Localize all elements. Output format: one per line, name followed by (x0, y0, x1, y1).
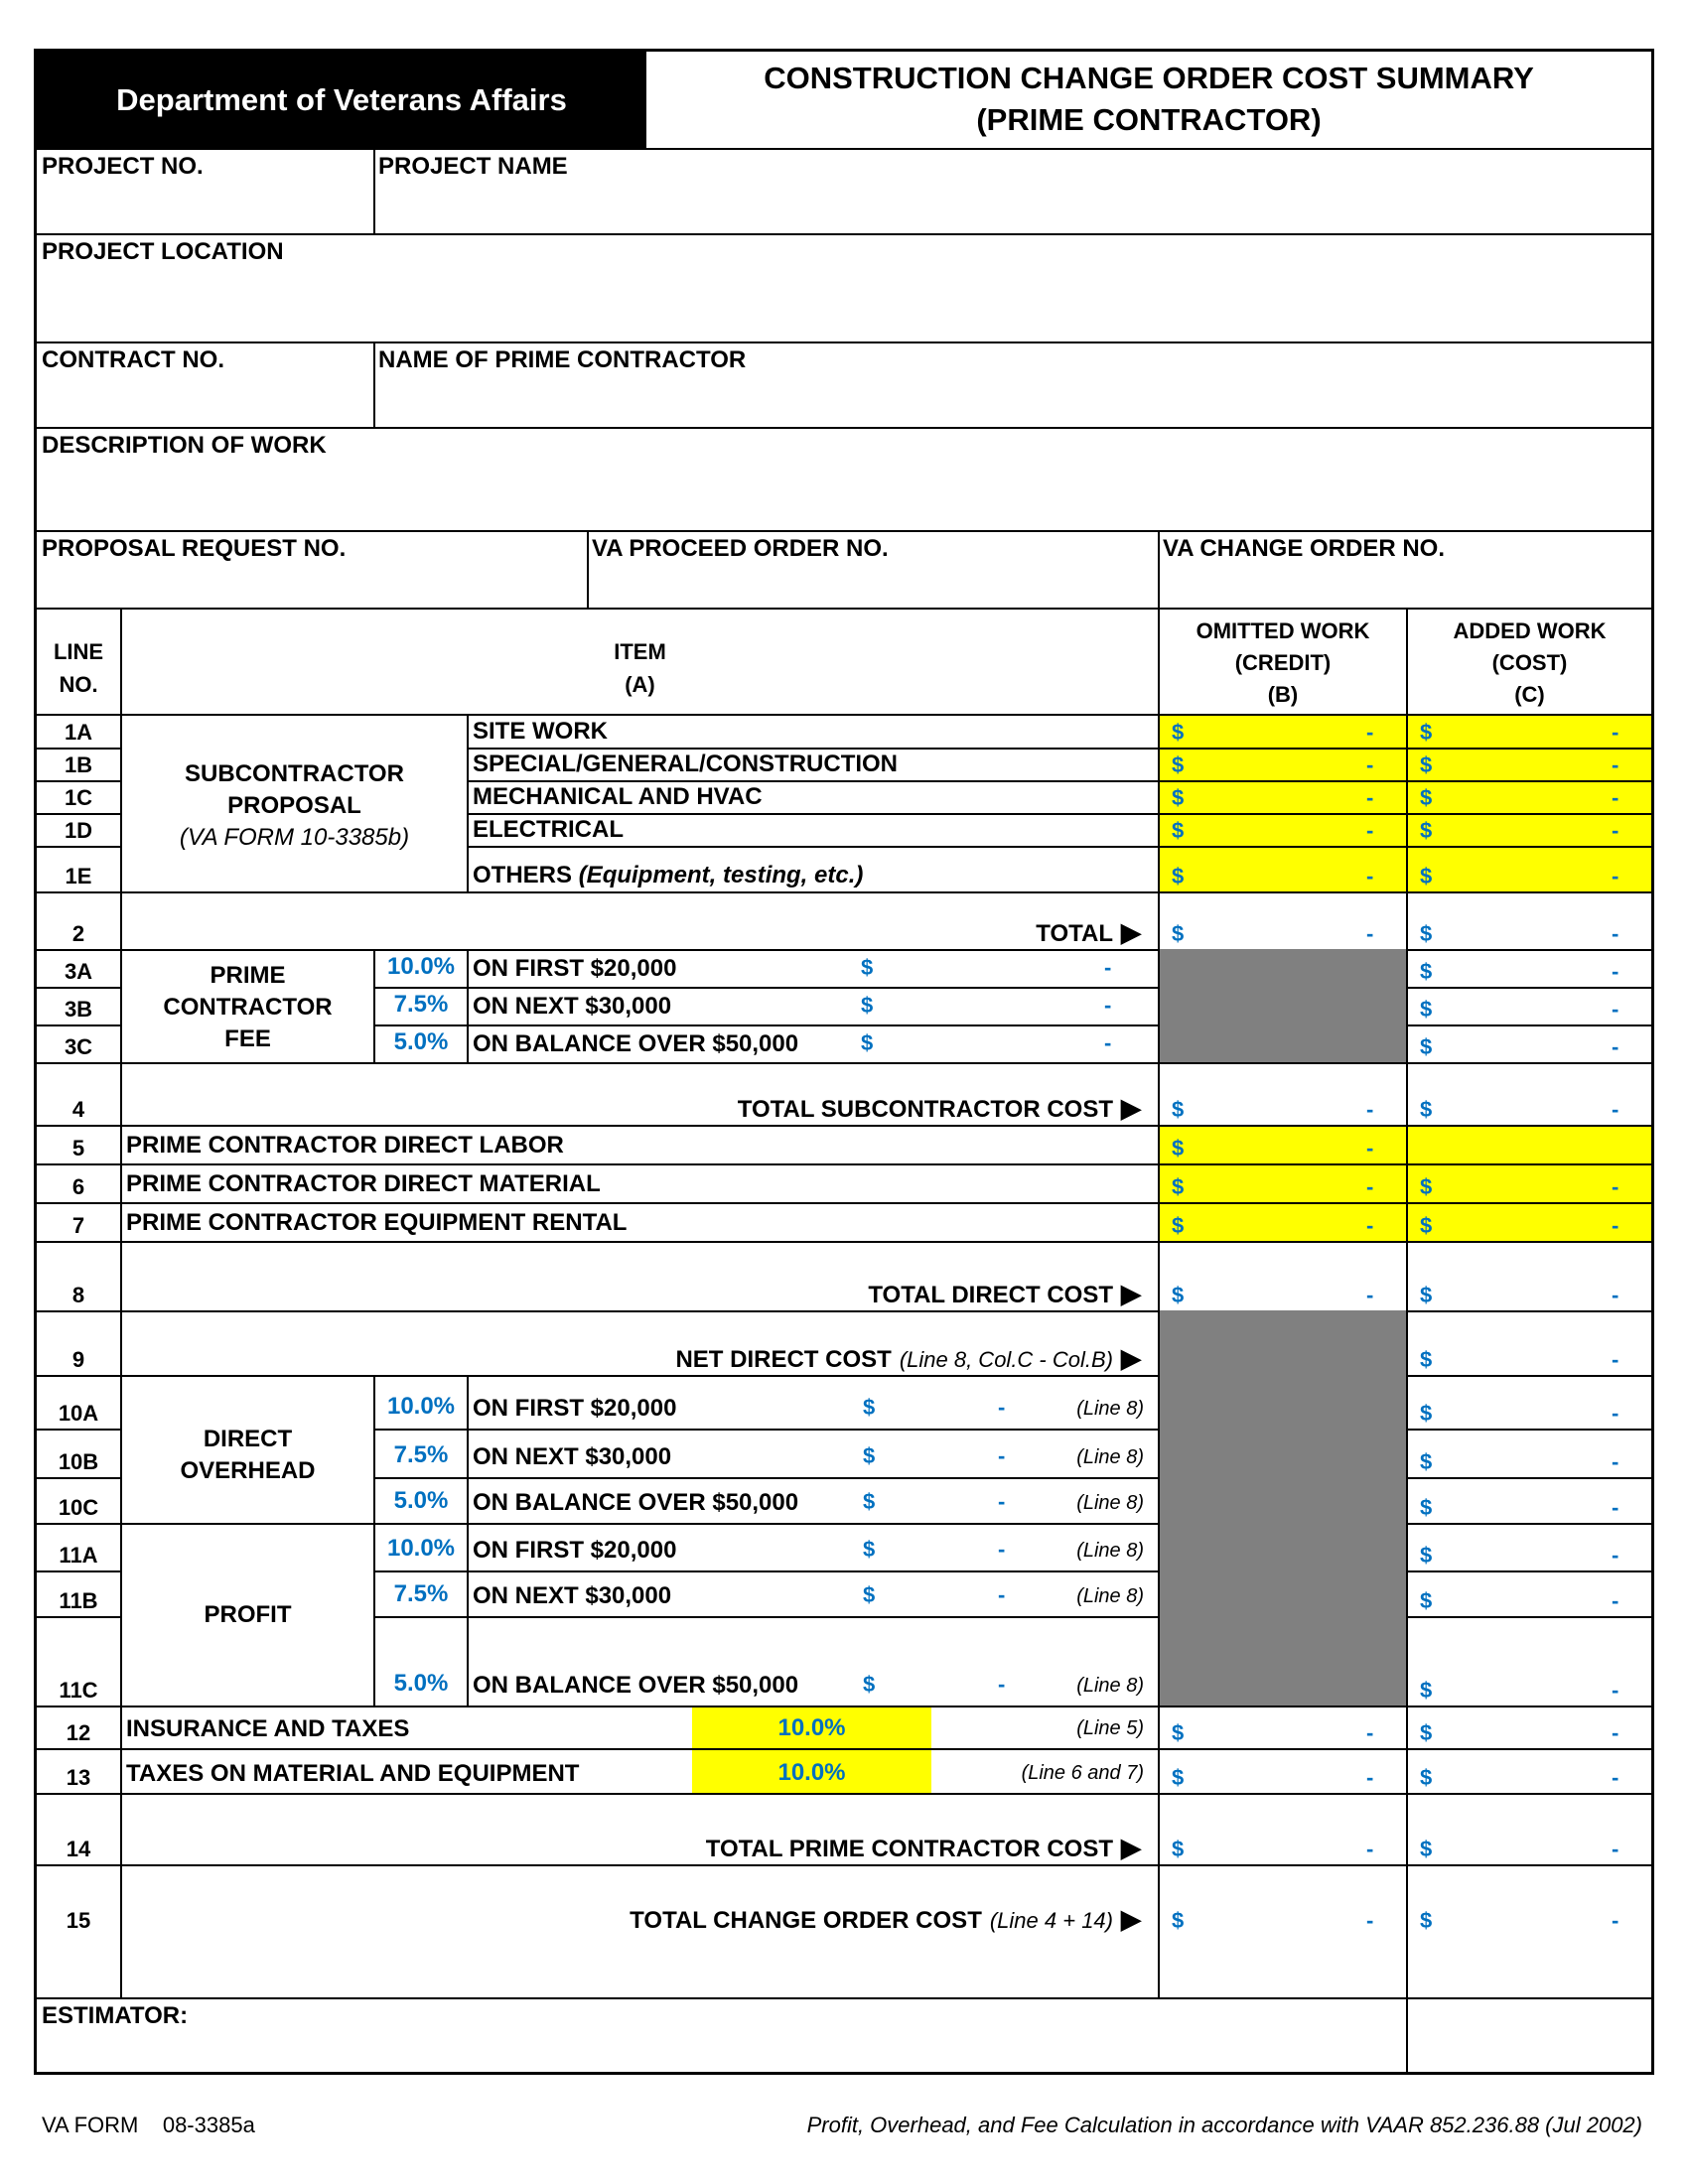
row-divider (37, 1062, 1651, 1064)
row-divider (37, 1024, 120, 1026)
total-change-order-label-note: (Line 4 + 14) (989, 1908, 1113, 1933)
overhead-omitted-10A-shaded (1160, 1375, 1406, 1429)
omitted-7-currency[interactable]: $ (1172, 1213, 1185, 1238)
line-no-15: 15 (66, 1908, 91, 1933)
group-label: SUBCONTRACTOR (185, 760, 404, 787)
omitted-1E-value[interactable]: - (1366, 864, 1374, 888)
omitted-1C-value[interactable]: - (1366, 785, 1374, 810)
row-divider (467, 748, 1651, 750)
net-direct-label (675, 1343, 1141, 1374)
omitted-1D-currency[interactable]: $ (1172, 818, 1185, 843)
fee-currency-3B[interactable]: $ (861, 993, 874, 1018)
item-note: (Equipment, testing, etc.) (578, 862, 864, 888)
added-1B-value[interactable]: - (1612, 752, 1619, 777)
row-divider (373, 1477, 1651, 1479)
description-field[interactable]: DESCRIPTION OF WORK (42, 432, 327, 459)
row-divider (37, 891, 1651, 893)
total-subcontractor-label-text: TOTAL SUBCONTRACTOR COST (737, 1096, 1113, 1123)
overhead-currency-10B[interactable]: $ (863, 1443, 876, 1468)
fee-value-3A[interactable]: - (1104, 955, 1112, 980)
group-label: PROPOSAL (227, 792, 361, 819)
profit-group: PROFIT (204, 1601, 292, 1628)
item-label: OTHERS (473, 862, 573, 888)
overhead-item-10A: ON FIRST $20,000 (473, 1395, 677, 1422)
form-id: VA FORM 08-3385a (42, 2113, 255, 2137)
omitted-5-value[interactable]: - (1366, 1136, 1374, 1160)
tax-item-12: INSURANCE AND TAXES (126, 1715, 410, 1742)
profit-omitted-11B-shaded (1160, 1570, 1406, 1616)
column-divider (467, 949, 469, 1062)
overhead-added-10A-currency[interactable]: $ (1420, 1401, 1433, 1426)
added-7-value[interactable]: - (1612, 1213, 1619, 1238)
omitted-14-currency[interactable]: $ (1172, 1837, 1185, 1861)
group-label: PRIME (210, 962, 286, 989)
item-label: MECHANICAL AND HVAC (473, 783, 763, 810)
overhead-value-10B[interactable]: - (998, 1443, 1006, 1468)
fee-currency-3A[interactable]: $ (861, 955, 874, 980)
added-12-value[interactable]: - (1612, 1720, 1619, 1745)
fee-currency-3C[interactable]: $ (861, 1030, 874, 1055)
tax-pct-12[interactable]: 10.0% (777, 1714, 846, 1741)
group-label: FEE (224, 1025, 271, 1052)
total-direct-label (868, 1279, 1141, 1309)
line-no-3C: 3C (64, 1034, 93, 1059)
row-divider (37, 1864, 1651, 1866)
omitted-1D-value[interactable]: - (1366, 818, 1374, 843)
added-work-header: ADDED WORK (COST) (C) (1453, 618, 1607, 707)
added-3C-currency[interactable]: $ (1420, 1034, 1433, 1059)
overhead-currency-10A[interactable]: $ (863, 1395, 876, 1420)
row-divider (37, 949, 1651, 951)
column-divider (467, 714, 469, 891)
added-3B-currency[interactable]: $ (1420, 997, 1433, 1022)
direct-item-6: PRIME CONTRACTOR DIRECT MATERIAL (126, 1170, 601, 1197)
profit-currency-11C[interactable]: $ (863, 1672, 876, 1697)
row-divider (37, 1793, 1651, 1795)
row-divider (373, 987, 1651, 989)
item-header: ITEM (A) (614, 639, 666, 697)
net-direct-label-text: NET DIRECT COST (675, 1346, 892, 1373)
added-2-currency[interactable]: $ (1420, 921, 1433, 946)
arrow-icon: ▶ (1121, 1343, 1141, 1373)
row-divider (37, 1310, 1651, 1312)
direct-item-5: PRIME CONTRACTOR DIRECT LABOR (126, 1132, 564, 1159)
profit-omitted-11C-shaded (1160, 1616, 1406, 1706)
added-14-currency[interactable]: $ (1420, 1837, 1433, 1861)
line-no-7: 7 (71, 1213, 85, 1238)
overhead-item-10C: ON BALANCE OVER $50,000 (473, 1489, 799, 1516)
added-1B-currency[interactable]: $ (1420, 752, 1433, 777)
subcontractor-proposal-group (122, 758, 467, 854)
line-no-13: 13 (66, 1765, 91, 1790)
total-prime-label-text: TOTAL PRIME CONTRACTOR COST (705, 1836, 1113, 1862)
form-title (646, 58, 1651, 141)
overhead-value-10A[interactable]: - (998, 1395, 1006, 1420)
line-no-1A: 1A (64, 720, 93, 745)
total-change-order-label (630, 1904, 1141, 1935)
item-1C (473, 783, 763, 811)
added-9-value[interactable]: - (1612, 1347, 1619, 1372)
omitted-1B-currency[interactable]: $ (1172, 752, 1185, 777)
row-divider (37, 846, 120, 848)
net-direct-label-note: (Line 8, Col.C - Col.B) (899, 1347, 1113, 1372)
row-divider (37, 1570, 120, 1572)
omitted-5-currency[interactable]: $ (1172, 1136, 1185, 1160)
item-1A (473, 718, 608, 746)
total-direct-label-text: TOTAL DIRECT COST (868, 1282, 1113, 1308)
omitted-8-currency[interactable]: $ (1172, 1283, 1185, 1307)
total-subcontractor-label (738, 1093, 1141, 1124)
profit-pct-11C[interactable]: 5.0% (393, 1670, 449, 1697)
total-label (1036, 917, 1141, 948)
overhead-added-10B-value[interactable]: - (1612, 1449, 1619, 1474)
profit-currency-11A[interactable]: $ (863, 1537, 876, 1562)
item-1B (473, 751, 898, 778)
added-2-value[interactable]: - (1612, 921, 1619, 946)
row-divider (37, 1616, 120, 1618)
total-prime-label (706, 1833, 1141, 1863)
overhead-added-10A-value[interactable]: - (1612, 1401, 1619, 1426)
tax-ref-13: (Line 6 and 7) (1021, 1762, 1144, 1784)
line-no-11B: 11B (59, 1588, 98, 1613)
omitted-12-currency[interactable]: $ (1172, 1720, 1185, 1745)
omitted-2-currency[interactable]: $ (1172, 921, 1185, 946)
proposal-request-field[interactable]: PROPOSAL REQUEST NO. (42, 535, 347, 562)
tax-pct-13[interactable]: 10.0% (777, 1759, 846, 1786)
line-no-3A: 3A (64, 959, 93, 984)
overhead-added-10C-value[interactable]: - (1612, 1495, 1619, 1520)
item-1E (473, 862, 863, 889)
added-14-value[interactable]: - (1612, 1837, 1619, 1861)
omitted-3B-shaded (1160, 987, 1406, 1024)
line-no-10A: 10A (58, 1401, 99, 1426)
total-change-order-label-text: TOTAL CHANGE ORDER COST (630, 1907, 982, 1934)
row-divider (37, 1125, 1651, 1127)
added-1C-value[interactable]: - (1612, 785, 1619, 810)
line-no-11A: 11A (59, 1543, 98, 1568)
omitted-15-value[interactable]: - (1366, 1908, 1374, 1933)
arrow-icon: ▶ (1121, 1279, 1141, 1308)
footer-note: Profit, Overhead, and Fee Calculation in accordance with VAAR 852.236.88 (Jul 2002) (806, 2113, 1642, 2137)
line-no-1C: 1C (64, 785, 93, 810)
profit-currency-11B[interactable]: $ (863, 1582, 876, 1607)
row-divider (37, 1523, 1651, 1525)
fee-item-3A: ON FIRST $20,000 (473, 955, 677, 982)
direct-item-7: PRIME CONTRACTOR EQUIPMENT RENTAL (126, 1209, 628, 1236)
added-1D-currency[interactable]: $ (1420, 818, 1433, 843)
row-divider (37, 748, 120, 750)
row-divider (37, 714, 1651, 716)
line-no-11C: 11C (59, 1678, 98, 1703)
omitted-12-value[interactable]: - (1366, 1720, 1374, 1745)
row-divider (37, 987, 120, 989)
line-no-5: 5 (71, 1136, 85, 1160)
row-divider (37, 813, 120, 815)
omitted-1E-currency[interactable]: $ (1172, 864, 1185, 888)
omitted-6-currency[interactable]: $ (1172, 1174, 1185, 1199)
change-order-field[interactable]: VA CHANGE ORDER NO. (1163, 535, 1446, 562)
omitted-15-currency[interactable]: $ (1172, 1908, 1185, 1933)
added-13-value[interactable]: - (1612, 1765, 1619, 1790)
form-title-line1: CONSTRUCTION CHANGE ORDER COST SUMMARY (764, 61, 1534, 95)
group-label: DIRECT (203, 1426, 293, 1452)
profit-pct-11B[interactable]: 7.5% (393, 1580, 449, 1607)
overhead-ref-10B: (Line 8) (1076, 1446, 1144, 1468)
fee-value-3C[interactable]: - (1104, 1030, 1112, 1055)
profit-value-11B[interactable]: - (998, 1582, 1006, 1607)
item-1D (473, 816, 624, 844)
tax-item-13: TAXES ON MATERIAL AND EQUIPMENT (126, 1760, 580, 1787)
line-no-header: LINE NO. (53, 639, 104, 697)
project-location-field[interactable]: PROJECT LOCATION (42, 238, 284, 265)
profit-added-11C-currency[interactable]: $ (1420, 1678, 1433, 1703)
added-1D-value[interactable]: - (1612, 818, 1619, 843)
fee-item-3B: ON NEXT $30,000 (473, 993, 672, 1020)
row-divider (37, 1202, 1651, 1204)
added-12-currency[interactable]: $ (1420, 1720, 1433, 1745)
line-no-1D: 1D (64, 818, 93, 843)
line-no-8: 8 (71, 1283, 85, 1307)
direct-overhead-group (122, 1424, 373, 1487)
row-divider (37, 1163, 1651, 1165)
line-no-14: 14 (66, 1837, 91, 1861)
omitted-2-value[interactable]: - (1366, 921, 1374, 946)
added-13-currency[interactable]: $ (1420, 1765, 1433, 1790)
overhead-item-10B: ON NEXT $30,000 (473, 1443, 672, 1470)
overhead-ref-10C: (Line 8) (1076, 1492, 1144, 1514)
arrow-icon: ▶ (1121, 1093, 1141, 1123)
omitted-14-value[interactable]: - (1366, 1837, 1374, 1861)
line-no-9: 9 (71, 1347, 85, 1372)
omitted-1C-currency[interactable]: $ (1172, 785, 1185, 810)
fee-value-3B[interactable]: - (1104, 993, 1112, 1018)
project-no-field[interactable]: PROJECT NO. (42, 153, 204, 180)
line-no-4: 4 (71, 1097, 85, 1122)
omitted-8-value[interactable]: - (1366, 1283, 1374, 1307)
added-8-value[interactable]: - (1612, 1283, 1619, 1307)
added-3C-value[interactable]: - (1612, 1034, 1619, 1059)
added-15-currency[interactable]: $ (1420, 1908, 1433, 1933)
prime-contractor-fee-group (122, 960, 373, 1055)
overhead-value-10C[interactable]: - (998, 1489, 1006, 1514)
added-6-currency[interactable]: $ (1420, 1174, 1433, 1199)
omitted-6-value[interactable]: - (1366, 1174, 1374, 1199)
added-3A-currency[interactable]: $ (1420, 959, 1433, 984)
row-divider (467, 846, 1651, 848)
profit-pct-11A[interactable]: 10.0% (386, 1535, 456, 1562)
added-8-currency[interactable]: $ (1420, 1283, 1433, 1307)
profit-omitted-11A-shaded (1160, 1523, 1406, 1570)
row-divider (37, 780, 120, 782)
line-no-1B: 1B (64, 752, 93, 777)
omitted-work-header: OMITTED WORK (CREDIT) (B) (1196, 618, 1370, 707)
omitted-3A-shaded (1160, 949, 1406, 987)
omitted-9-shaded (1160, 1310, 1406, 1375)
row-divider (37, 1375, 1651, 1377)
contract-no-field[interactable]: CONTRACT NO. (42, 346, 224, 373)
profit-added-11A-currency[interactable]: $ (1420, 1543, 1433, 1568)
fee-pct-3B[interactable]: 7.5% (393, 991, 449, 1018)
line-no-3B: 3B (64, 997, 93, 1022)
overhead-ref-10A: (Line 8) (1076, 1398, 1144, 1420)
row-divider (373, 1024, 1651, 1026)
profit-ref-11C: (Line 8) (1076, 1675, 1144, 1697)
omitted-13-currency[interactable]: $ (1172, 1765, 1185, 1790)
added-3A-value[interactable]: - (1612, 959, 1619, 984)
column-divider (467, 1375, 469, 1706)
overhead-pct-10A[interactable]: 10.0% (386, 1393, 456, 1420)
added-6-value[interactable]: - (1612, 1174, 1619, 1199)
agency-name: Department of Veterans Affairs (116, 81, 567, 117)
profit-value-11A[interactable]: - (998, 1537, 1006, 1562)
item-label: SPECIAL/GENERAL/CONSTRUCTION (473, 751, 899, 777)
arrow-icon: ▶ (1121, 1833, 1141, 1862)
profit-value-11C[interactable]: - (998, 1672, 1006, 1697)
profit-added-11C-value[interactable]: - (1612, 1678, 1619, 1703)
group-note: (VA FORM 10-3385b) (179, 824, 410, 851)
item-label: SITE WORK (473, 718, 608, 745)
agency-banner (37, 52, 646, 148)
cost-summary-form (34, 49, 1654, 2075)
group-label: OVERHEAD (180, 1457, 316, 1484)
line-no-10B: 10B (58, 1449, 99, 1474)
arrow-icon: ▶ (1121, 917, 1141, 947)
omitted-4-currency[interactable]: $ (1172, 1097, 1185, 1122)
fee-item-3C: ON BALANCE OVER $50,000 (473, 1030, 799, 1057)
profit-ref-11B: (Line 8) (1076, 1585, 1144, 1607)
row-divider (467, 780, 1651, 782)
profit-item-11C: ON BALANCE OVER $50,000 (473, 1672, 799, 1699)
group-label: CONTRACTOR (163, 994, 333, 1021)
total-label-text: TOTAL (1036, 920, 1113, 947)
row-divider (373, 1429, 1651, 1431)
line-no-1E: 1E (65, 864, 92, 888)
omitted-1B-value[interactable]: - (1366, 752, 1374, 777)
line-no-6: 6 (71, 1174, 85, 1199)
row-divider (37, 1429, 120, 1431)
added-1C-currency[interactable]: $ (1420, 785, 1433, 810)
fee-pct-3C[interactable]: 5.0% (393, 1028, 449, 1055)
added-1A-currency[interactable]: $ (1420, 720, 1433, 745)
tax-ref-12: (Line 5) (1076, 1717, 1144, 1739)
omitted-7-value[interactable]: - (1366, 1213, 1374, 1238)
profit-added-11A-value[interactable]: - (1612, 1543, 1619, 1568)
profit-item-11A: ON FIRST $20,000 (473, 1537, 677, 1564)
line-no-2: 2 (71, 921, 85, 946)
line-no-12: 12 (66, 1720, 91, 1745)
fee-pct-3A[interactable]: 10.0% (386, 953, 456, 980)
omitted-4-value[interactable]: - (1366, 1097, 1374, 1122)
overhead-omitted-10B-shaded (1160, 1429, 1406, 1477)
added-1A-value[interactable]: - (1612, 720, 1619, 745)
estimator-field[interactable]: ESTIMATOR: (42, 2002, 189, 2029)
overhead-added-10B-currency[interactable]: $ (1420, 1449, 1433, 1474)
omitted-1A-value[interactable]: - (1366, 720, 1374, 745)
added-1E-currency[interactable]: $ (1420, 864, 1433, 888)
overhead-pct-10B[interactable]: 7.5% (393, 1441, 449, 1468)
row-divider (373, 1570, 1651, 1572)
overhead-added-10C-currency[interactable]: $ (1420, 1495, 1433, 1520)
omitted-1A-currency[interactable]: $ (1172, 720, 1185, 745)
profit-item-11B: ON NEXT $30,000 (473, 1582, 672, 1609)
added-7-currency[interactable]: $ (1420, 1213, 1433, 1238)
item-label: ELECTRICAL (473, 816, 624, 843)
project-name-field[interactable]: PROJECT NAME (378, 153, 568, 180)
added-15-value[interactable]: - (1612, 1908, 1619, 1933)
arrow-icon: ▶ (1121, 1904, 1141, 1934)
proceed-order-field[interactable]: VA PROCEED ORDER NO. (592, 535, 889, 562)
row-divider (37, 1477, 120, 1479)
omitted-13-value[interactable]: - (1366, 1765, 1374, 1790)
row-divider (37, 1241, 1651, 1243)
added-9-currency[interactable]: $ (1420, 1347, 1433, 1372)
added-1E-value[interactable]: - (1612, 864, 1619, 888)
row-divider (373, 1616, 1651, 1618)
form-title-line2: (PRIME CONTRACTOR) (976, 102, 1322, 137)
profit-added-11B-currency[interactable]: $ (1420, 1588, 1433, 1613)
profit-ref-11A: (Line 8) (1076, 1540, 1144, 1562)
profit-added-11B-value[interactable]: - (1612, 1588, 1619, 1613)
overhead-currency-10C[interactable]: $ (863, 1489, 876, 1514)
row-divider (467, 813, 1651, 815)
overhead-pct-10C[interactable]: 5.0% (393, 1487, 449, 1514)
prime-contractor-field[interactable]: NAME OF PRIME CONTRACTOR (378, 346, 747, 373)
added-4-currency[interactable]: $ (1420, 1097, 1433, 1122)
added-3B-value[interactable]: - (1612, 997, 1619, 1022)
added-4-value[interactable]: - (1612, 1097, 1619, 1122)
omitted-3C-shaded (1160, 1024, 1406, 1062)
line-no-10C: 10C (58, 1495, 99, 1520)
overhead-omitted-10C-shaded (1160, 1477, 1406, 1523)
